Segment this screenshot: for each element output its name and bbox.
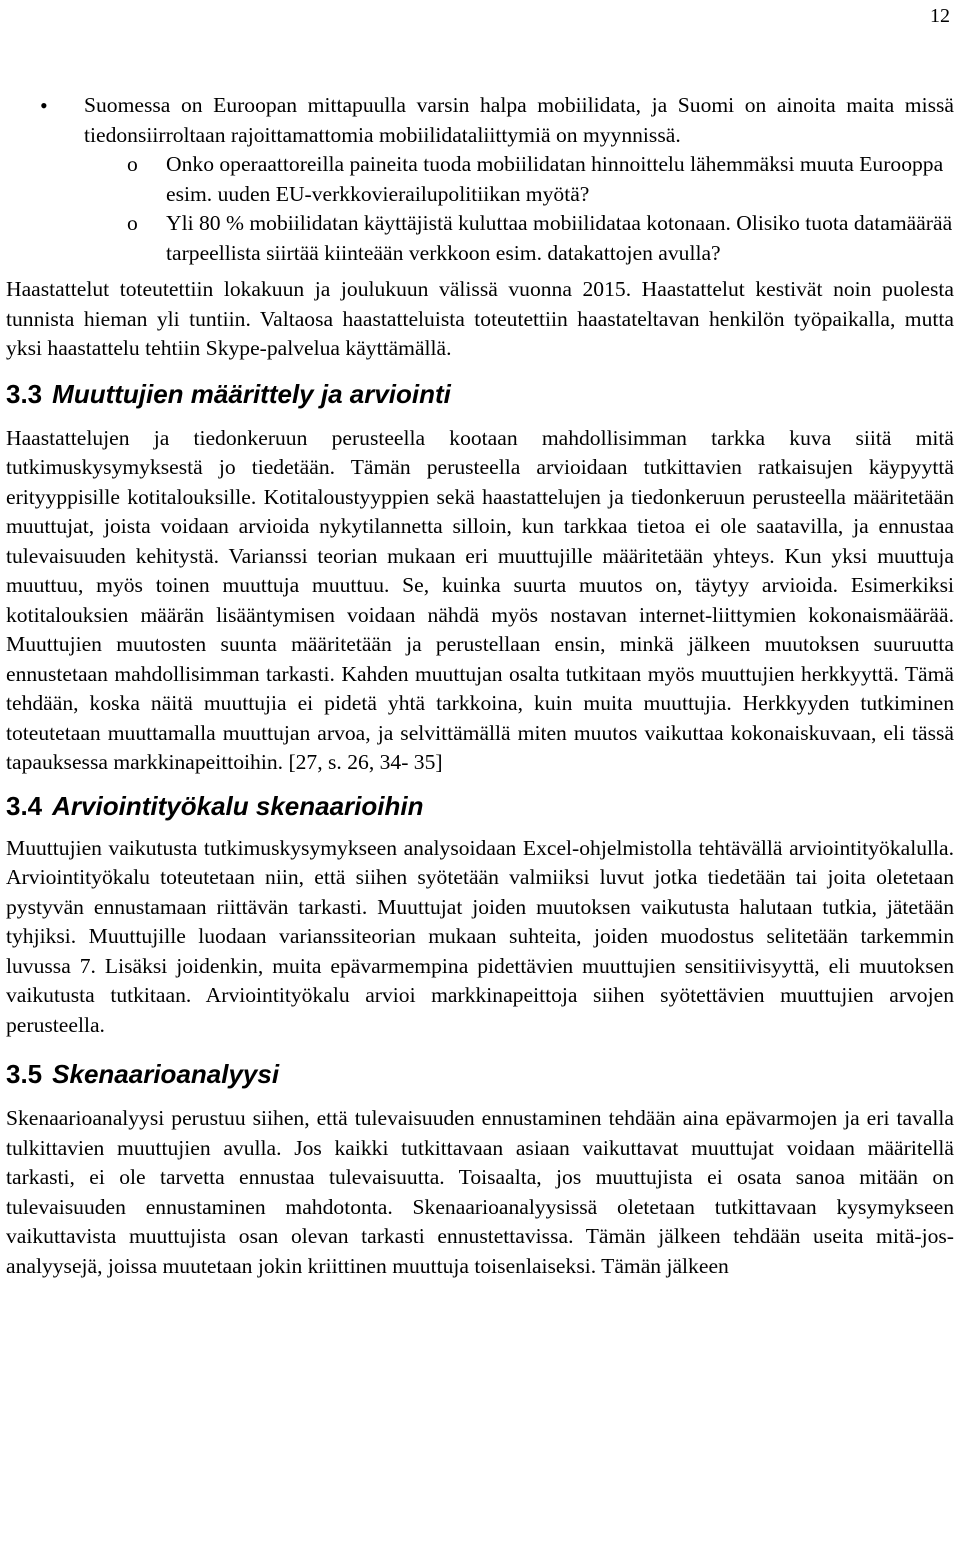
- intro-paragraph: Haastattelut toteutettiin lokakuun ja joulukuun välissä vuonna 2015. Haastattelut kestivät noin puolesta tunnista hieman yli tuntiin. Valtaosa haastatteluista toteutettiin haastateltavan henkilön työpaikalla, mutta yksi haastattelu tehtiin Skype-palvelua käyttämällä.: [6, 277, 954, 360]
- sub-bullet-marker: o: [127, 152, 138, 176]
- sub-bullet-text: Onko operaattoreilla paineita tuoda mobiilidatan hinnoittelu lähemmäksi muuta Eurooppa esim. uuden EU-verkkovierailupolitiikan myötä?: [166, 152, 944, 206]
- section-heading-3-4: [6, 790, 954, 822]
- sub-bullet-list: [84, 150, 954, 268]
- section-heading-3-3: [6, 378, 954, 410]
- page-number: 12: [930, 5, 950, 27]
- section-number: 3.4: [6, 790, 43, 821]
- bullet-text: Suomessa on Euroopan mittapuulla varsin halpa mobiilidata, ja Suomi on ainoita maita missä tiedonsiirroltaan rajoittamattomia mobiilidataliittymiä on myynnissä.: [84, 93, 954, 147]
- section-title: Muuttujien määrittely ja arviointi: [52, 378, 451, 409]
- sub-bullet-item: [6, 209, 954, 268]
- sub-bullet-text: Yli 80 % mobiilidatan käyttäjistä kuluttaa mobiilidataa kotonaan. Olisiko tuota datamäärää tarpeellista siirtää kiinteään verkkoon esim. datakattojen avulla?: [166, 211, 953, 265]
- document-body: [6, 91, 954, 1281]
- section-number: 3.3: [6, 378, 43, 409]
- section-paragraph: Skenaarioanalyysi perustuu siihen, että tulevaisuuden ennustaminen tehdään aina epävarmojen ja eri tavalla tulkittavien muuttujien avulla. Jos kaikki tutkittavaan asiaan vaikuttavat muuttujat voidaan määritellä tarkasti, ei ole tarvetta ennustaa tulevaisuutta. Toisaalta, jos muuttujista ei osata sanoa mitään on tulevaisuuden ennustaminen mahdotonta. Skenaarioanalyysissä oletetaan tutkittavaan kysymykseen vaikuttavista muuttujista osan olevan tarkasti ennustettavissa. Tämän jälkeen tehdään useita mitä-jos-analyysejä, joissa muutetaan jokin kriittinen muuttuja toisenlaiseksi. Tämän jälkeen: [6, 1106, 954, 1278]
- section-heading-3-5: [6, 1058, 954, 1090]
- section-title: Skenaarioanalyysi: [52, 1059, 280, 1089]
- bullet-list: [6, 91, 954, 268]
- sub-bullet-item: [6, 150, 954, 209]
- bullet-item: [6, 91, 954, 268]
- section-paragraph: Muuttujien vaikutusta tutkimuskysymykseen analysoidaan Excel-ohjelmistolla tehtävällä arviointityökalulla. Arviointityökalu toteutetaan niin, että siihen syötetään valmiiksi luvut jotka tiedetään tai joita oletetaan pystyvän ennustamaan riittävän tarkasti. Muuttujat joiden muutoksen vaikutusta halutaan tutkia, jätetään tyhjiksi. Muuttujille luodaan varianssiteorian mukaan suhteita, joiden muodostus selitetään tarkemmin luvussa 7. Lisäksi joidenkin, muita epävarmempina pidettävien muuttujien sensitiivisyyttä, eli muutoksen vaikutusta tutkitaan. Arviointityökalu arvioi markkinapeittoja siihen syötettävien muuttujien arvojen perusteella.: [6, 835, 954, 1037]
- sub-bullet-marker: o: [127, 211, 138, 235]
- section-title: Arviointityökalu skenaarioihin: [52, 790, 424, 821]
- section-number: 3.5: [6, 1059, 43, 1089]
- section-paragraph: Haastattelujen ja tiedonkeruun perusteella kootaan mahdollisimman tarkka kuva siitä mitä tutkimuskysymyksestä jo tiedetään. Tämän perusteella arvioidaan tutkittavien ratkaisujen käypyyttä erityyppisille kotitalouksille. Kotitaloustyyppien sekä haastattelujen ja tiedonkeruun perusteella määritetään muuttujat, joista voidaan arvioida nykytilannetta silloin, kun tarkkaa tietoa ei ole saatavilla, ja ennustaa tulevaisuuden kehitystä. Varianssi teorian mukaan eri muuttujille määritetään yhteys. Kun yksi muuttuja muuttuu, myös toinen muuttuja muuttuu. Se, kuinka suurta muutos on, täytyy arvioida. Esimerkiksi kotitalouksien määrän lisääntymisen voidaan nähdä myös nostavan internet-liittymien kokonaismäärää. Muuttujien muutosten suunta määritetään ja perustellaan ensin, minkä jälkeen muutoksen suuruutta ennustetaan mahdollisimman tarkasti. Kahden muuttujan osalta tutkitaan myös muuttujien herkkyyttä. Tämä tehdään, koska näitä muuttujia ei pidetä yhtä tarkkoina, kuin muita muuttujia. Herkkyyden tutkiminen toteutetaan muuttamalla muuttujan arvoa, ja selvittämällä miten muutos vaikuttaa kokonaiskuvaan, eli tässä tapauksessa markkinapeittoihin. [27, s. 26, 34- 35]: [6, 425, 954, 774]
